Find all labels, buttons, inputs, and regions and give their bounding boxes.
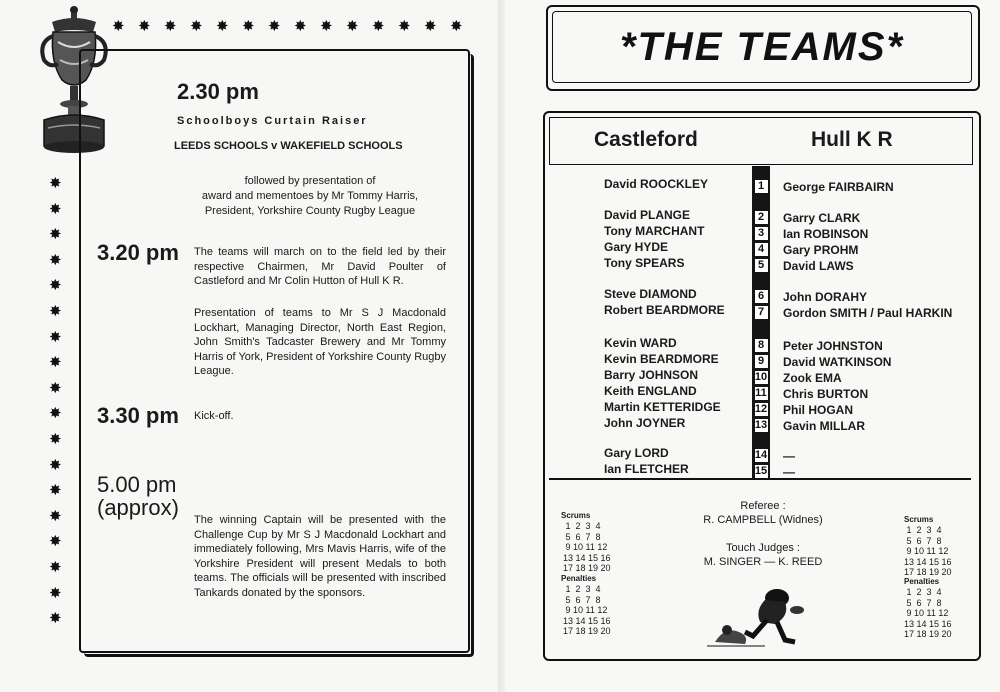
- jersey-number: [752, 306, 770, 319]
- star-icon: ✸: [294, 18, 307, 35]
- jersey-number-label: 6: [755, 290, 768, 303]
- star-icon: ✸: [49, 303, 62, 320]
- star-icon: ✸: [49, 200, 62, 218]
- presentation-line-1: followed by presentation of: [244, 175, 376, 187]
- star-icon: ✸: [49, 456, 62, 474]
- home-player: Keith ENGLAND: [604, 384, 697, 398]
- home-player: Gary LORD: [604, 446, 669, 460]
- away-player: Garry CLARK: [783, 211, 861, 225]
- scrums-label-left: Scrums: [561, 511, 591, 520]
- page-title: *THE TEAMS*: [619, 24, 905, 69]
- jersey-number-label: 9: [755, 355, 768, 368]
- jersey-number-label: 4: [755, 243, 768, 256]
- away-player: Peter JOHNSTON: [783, 339, 883, 353]
- home-player: Kevin BEARDMORE: [604, 352, 719, 366]
- time-approx: (approx): [97, 495, 179, 520]
- jersey-number: [752, 465, 770, 478]
- away-player: Zook EMA: [783, 371, 842, 385]
- schools-match: LEEDS SCHOOLS v WAKEFIELD SCHOOLS: [174, 140, 403, 152]
- referee-name: R. CAMPBELL (Widnes): [703, 514, 823, 526]
- star-icon: ✸: [190, 18, 203, 35]
- home-player: Tony MARCHANT: [604, 224, 705, 238]
- home-player: Barry JOHNSON: [604, 368, 699, 382]
- scrums-grid-left: 1 2 3 4 5 6 7 8 9 10 11 12 13 14 15 16 17 18 19 20: [563, 521, 611, 573]
- home-player: David ROOCKLEY: [604, 177, 709, 191]
- penalties-grid-left: 1 2 3 4 5 6 7 8 9 10 11 12 13 14 15 16 17 18 19 20: [563, 584, 611, 636]
- penalties-label-right: Penalties: [904, 577, 940, 586]
- jersey-number: [752, 449, 770, 462]
- star-icon: ✸: [320, 18, 333, 35]
- jersey-number-label: 10: [754, 371, 768, 383]
- home-player: Robert BEARDMORE: [604, 303, 725, 317]
- star-icon: ✸: [49, 379, 62, 397]
- team-presentation-text: Presentation of teams to Mr S J Macdonald Lockhart, Managing Director, North East Region, John Smith's Tadcaster Brewery and Mr Tommy Harris of York, President of Yorkshire County Rugby League.: [194, 307, 446, 377]
- jersey-number: [752, 227, 770, 240]
- away-player: Ian ROBINSON: [783, 227, 869, 241]
- jersey-number: [752, 355, 770, 368]
- jersey-number-label: 5: [755, 259, 768, 272]
- home-player: Ian FLETCHER: [604, 462, 689, 476]
- jersey-number: [752, 387, 770, 400]
- star-icon: ✸: [49, 431, 62, 448]
- title-box: [552, 11, 972, 83]
- jersey-number: [752, 243, 770, 256]
- away-player: George FAIRBAIRN: [783, 180, 894, 194]
- star-icon: ✸: [372, 18, 385, 35]
- away-player: —: [783, 449, 795, 463]
- kick-off-text: Kick-off.: [194, 410, 234, 422]
- touch-judges-label: Touch Judges :: [726, 542, 800, 554]
- star-icon: ✸: [49, 482, 62, 500]
- away-player: Chris BURTON: [783, 387, 869, 401]
- star-icon: ✸: [49, 277, 62, 295]
- star-icon: ✸: [164, 18, 177, 35]
- jersey-number: [752, 403, 770, 416]
- jersey-number: [752, 419, 770, 432]
- officials-divider: [549, 478, 971, 480]
- star-icon: ✸: [49, 533, 62, 551]
- home-player: David PLANGE: [604, 208, 691, 222]
- star-icon: ✸: [346, 18, 359, 35]
- home-player: Gary HYDE: [604, 240, 669, 254]
- star-icon: ✸: [49, 354, 62, 372]
- away-player: —: [783, 465, 795, 479]
- jersey-number: [752, 371, 770, 384]
- star-icon: ✸: [49, 584, 62, 602]
- penalties-label-left: Penalties: [561, 574, 597, 583]
- star-icon: ✸: [216, 18, 229, 35]
- away-player: Gary PROHM: [783, 243, 859, 257]
- away-player: John DORAHY: [783, 290, 867, 304]
- star-icon: ✸: [398, 18, 411, 35]
- home-player: John JOYNER: [604, 416, 686, 430]
- penalties-grid-right: 1 2 3 4 5 6 7 8 9 10 11 12 13 14 15 16 17 18 19 20: [904, 587, 952, 639]
- star-icon: ✸: [49, 328, 62, 346]
- jersey-number: [752, 211, 770, 224]
- star-icon: ✸: [112, 18, 125, 35]
- star-icon: ✸: [450, 18, 463, 35]
- touch-judges-names: M. SINGER — K. REED: [703, 556, 823, 568]
- star-icon: ✸: [49, 405, 62, 423]
- away-player: David LAWS: [783, 259, 854, 273]
- away-player: David WATKINSON: [783, 355, 892, 369]
- star-icon: ✸: [49, 507, 62, 525]
- jersey-number-label: 7: [755, 306, 768, 319]
- home-player: Tony SPEARS: [604, 256, 685, 270]
- time-320: 3.20 pm: [97, 240, 179, 265]
- home-player: Martin KETTERIDGE: [604, 400, 721, 414]
- jersey-number-label: 13: [754, 419, 768, 431]
- jersey-number-label: 12: [754, 403, 768, 415]
- star-icon: ✸: [268, 18, 281, 35]
- star-icon: ✸: [49, 610, 62, 628]
- scrums-label-right: Scrums: [904, 515, 934, 524]
- jersey-number-label: 14: [754, 449, 768, 461]
- star-icon: ✸: [49, 559, 62, 576]
- presentation-line-2: award and mementoes by Mr Tommy Harris,: [201, 190, 419, 202]
- away-player: Gordon SMITH / Paul HARKIN: [783, 306, 953, 320]
- star-icon: ✸: [49, 251, 62, 269]
- jersey-number-label: 1: [755, 180, 768, 193]
- referee-label: Referee :: [740, 500, 786, 512]
- jersey-number-label: 15: [754, 465, 768, 477]
- jersey-number-label: 8: [755, 339, 768, 352]
- jersey-number: [752, 259, 770, 272]
- jersey-number: [752, 339, 770, 352]
- away-player: Gavin MILLAR: [783, 419, 866, 433]
- away-player: Phil HOGAN: [783, 403, 854, 417]
- jersey-number-label: 3: [755, 227, 768, 240]
- star-icon: ✸: [138, 18, 151, 35]
- march-on-text: The teams will march on to the field led by their respective Chairmen, Mr David Poulter of Castleford and Mr Colin Hutton of Hull K R.: [194, 246, 446, 287]
- home-player: Kevin WARD: [604, 336, 677, 350]
- time-500: 5.00 pm: [97, 472, 177, 497]
- jersey-number-label: 2: [755, 211, 768, 224]
- home-player: Steve DIAMOND: [604, 287, 697, 301]
- star-icon: ✸: [424, 18, 437, 35]
- time-330: 3.30 pm: [97, 403, 179, 428]
- away-team-name: Hull K R: [811, 128, 893, 151]
- presentation-line-3: President, Yorkshire County Rugby League: [204, 205, 416, 217]
- star-icon: ✸: [49, 226, 62, 244]
- home-team-name: Castleford: [594, 128, 698, 151]
- star-icon: ✸: [49, 175, 62, 192]
- rugby-player-illustration: [705, 580, 825, 650]
- closing-ceremony-text: The winning Captain will be presented with the Challenge Cup by Mr S J Macdonald Lockhart and immediately following, Mrs Mavis Harris, wife of the Yorkshire President will present Medals to both teams. The officials will be presented with inscribed Tankards donated by the sponsors.: [194, 514, 446, 599]
- scrums-grid-right: 1 2 3 4 5 6 7 8 9 10 11 12 13 14 15 16 17 18 19 20: [904, 525, 952, 577]
- star-icon: ✸: [242, 18, 255, 35]
- jersey-number: [752, 180, 770, 193]
- time-230: 2.30 pm: [177, 79, 259, 104]
- curtain-raiser-title: Schoolboys Curtain Raiser: [177, 115, 368, 127]
- jersey-number-label: 11: [755, 387, 767, 399]
- jersey-number: [752, 290, 770, 303]
